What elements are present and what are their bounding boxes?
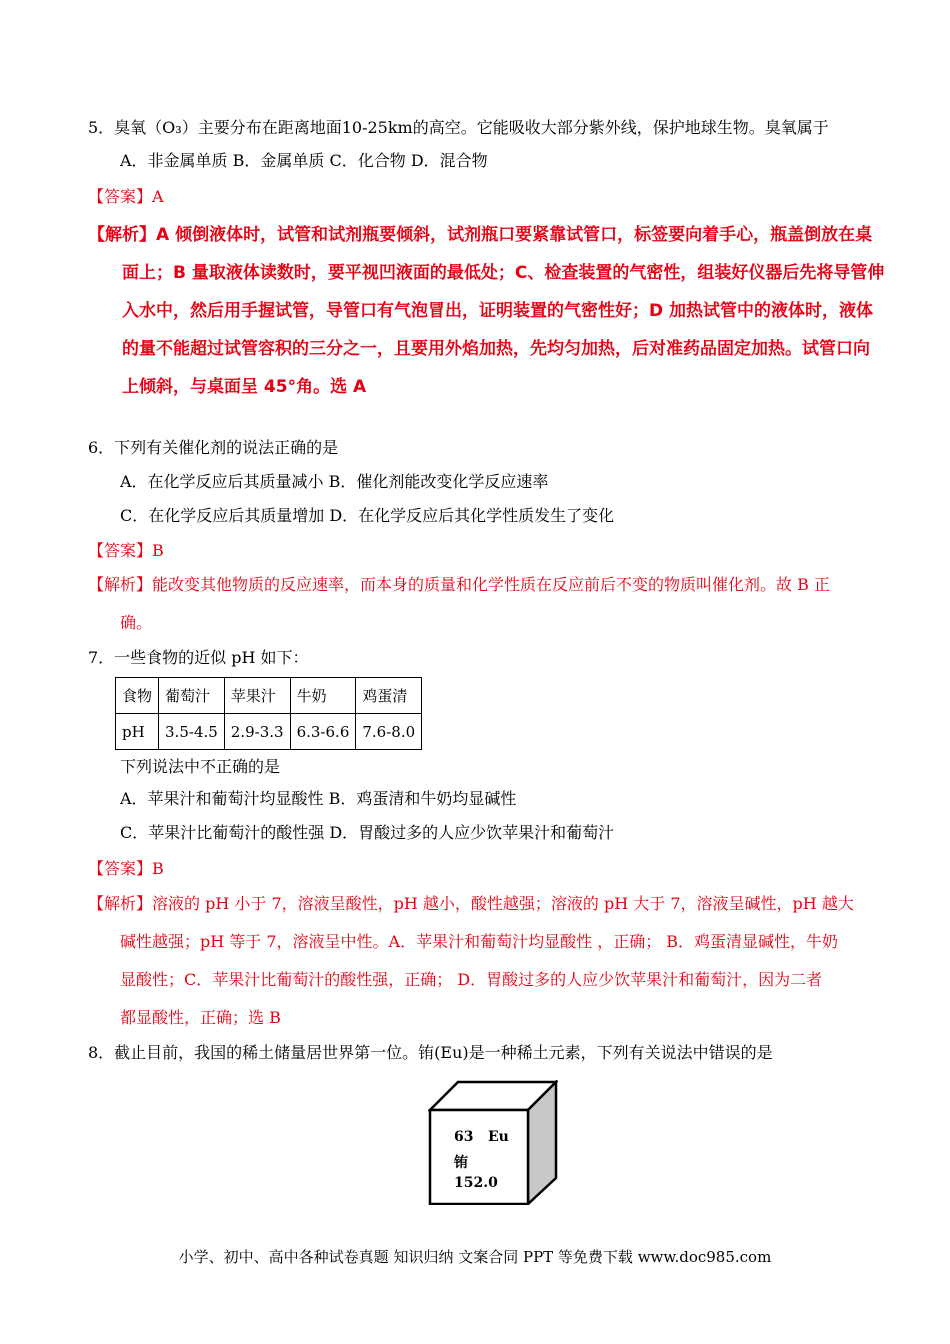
q6-analysis-line-2: 确。 xyxy=(120,613,153,632)
element-name: 铕 xyxy=(454,1155,468,1171)
ph-table-cell: pH xyxy=(116,714,159,750)
q6-stem: 6．下列有关催化剂的说法正确的是 xyxy=(88,438,339,457)
q5-options: A．非金属单质 B．金属单质 C．化合物 D．混合物 xyxy=(120,151,488,170)
q5-analysis-line-1: 【解析】A 倾倒液体时，试管和试剂瓶要倾斜，试剂瓶口要紧靠试管口，标签要向着手心，瓶盖倒放在桌 xyxy=(88,225,873,245)
q8-stem: 8．截止目前，我国的稀土储量居世界第一位。铕(Eu)是一种稀土元素，下列有关说法中错误的是 xyxy=(88,1043,773,1062)
q7-options-ab: A．苹果汁和葡萄汁均显酸性 B．鸡蛋清和牛奶均显碱性 xyxy=(120,789,517,808)
ph-table-cell: 苹果汁 xyxy=(224,678,290,714)
ph-table xyxy=(115,677,422,750)
ph-table-cell: 葡萄汁 xyxy=(159,678,225,714)
q5-analysis-line-2: 面上；B 量取液体读数时，要平视凹液面的最低处；C、检查装置的气密性，组装好仪器后先将导管伸 xyxy=(122,263,885,283)
ph-table-header-row xyxy=(116,678,422,714)
ph-table-cell: 2.9-3.3 xyxy=(224,714,290,750)
q7-analysis-line-1: 【解析】溶液的 pH 小于 7，溶液呈酸性，pH 越小，酸性越强；溶液的 pH 大于 7，溶液呈碱性，pH 越大 xyxy=(88,894,854,913)
q6-options-ab: A．在化学反应后其质量减小 B．催化剂能改变化学反应速率 xyxy=(120,472,549,491)
element-symbol: Eu xyxy=(488,1129,509,1145)
q7-answer: 【答案】B xyxy=(88,859,164,878)
q5-analysis-line-4: 的量不能超过试管容积的三分之一，且要用外焰加热，先均匀加热，后对准药品固定加热。试管口向 xyxy=(122,339,870,359)
page-footer: 小学、初中、高中各种试卷真题 知识归纳 文案合同 PPT 等免费下载 www.doc985.com xyxy=(178,1248,772,1266)
ph-table-cell: 食物 xyxy=(116,678,159,714)
q5-analysis-line-5: 上倾斜，与桌面呈 45°角。选 A xyxy=(122,377,367,397)
q7-analysis-line-2: 碱性越强；pH 等于 7，溶液呈中性。A．苹果汁和葡萄汁均显酸性 ，正确； B．鸡蛋清显碱性，牛奶 xyxy=(120,932,839,951)
element-cube-figure xyxy=(428,1080,558,1205)
q7-analysis-line-4: 都显酸性，正确；选 B xyxy=(120,1008,281,1027)
ph-table-cell: 3.5-4.5 xyxy=(159,714,225,750)
q7-stem: 7．一些食物的近似 pH 如下： xyxy=(88,648,309,667)
q5-answer: 【答案】A xyxy=(88,187,164,206)
element-atomic-mass: 152.0 xyxy=(454,1175,498,1191)
q5-stem: 5．臭氧（O₃）主要分布在距离地面10-25km的高空。它能吸收大部分紫外线，保护地球生物。臭氧属于 xyxy=(88,118,829,137)
element-atomic-number: 63 xyxy=(454,1129,474,1145)
q6-analysis-line-1: 【解析】能改变其他物质的反应速率，而本身的质量和化学性质在反应前后不变的物质叫催化剂。故 B 正 xyxy=(88,575,830,594)
ph-table-cell: 6.3-6.6 xyxy=(290,714,356,750)
ph-table-cell: 牛奶 xyxy=(290,678,356,714)
q7-sub-stem: 下列说法中不正确的是 xyxy=(120,757,281,776)
q5-analysis-line-3: 入水中，然后用手握试管，导管口有气泡冒出，证明装置的气密性好；D 加热试管中的液体时，液体 xyxy=(122,301,874,321)
ph-table-cell: 鸡蛋清 xyxy=(356,678,422,714)
q7-options-cd: C．苹果汁比葡萄汁的酸性强 D．胃酸过多的人应少饮苹果汁和葡萄汁 xyxy=(120,823,615,842)
ph-table-cell: 7.6-8.0 xyxy=(356,714,422,750)
ph-table-value-row xyxy=(116,714,422,750)
q6-answer: 【答案】B xyxy=(88,541,164,560)
q7-analysis-line-3: 显酸性；C．苹果汁比葡萄汁的酸性强，正确； D．胃酸过多的人应少饮苹果汁和葡萄汁，因为二者 xyxy=(120,970,823,989)
q6-options-cd: C．在化学反应后其质量增加 D．在化学反应后其化学性质发生了变化 xyxy=(120,506,615,525)
